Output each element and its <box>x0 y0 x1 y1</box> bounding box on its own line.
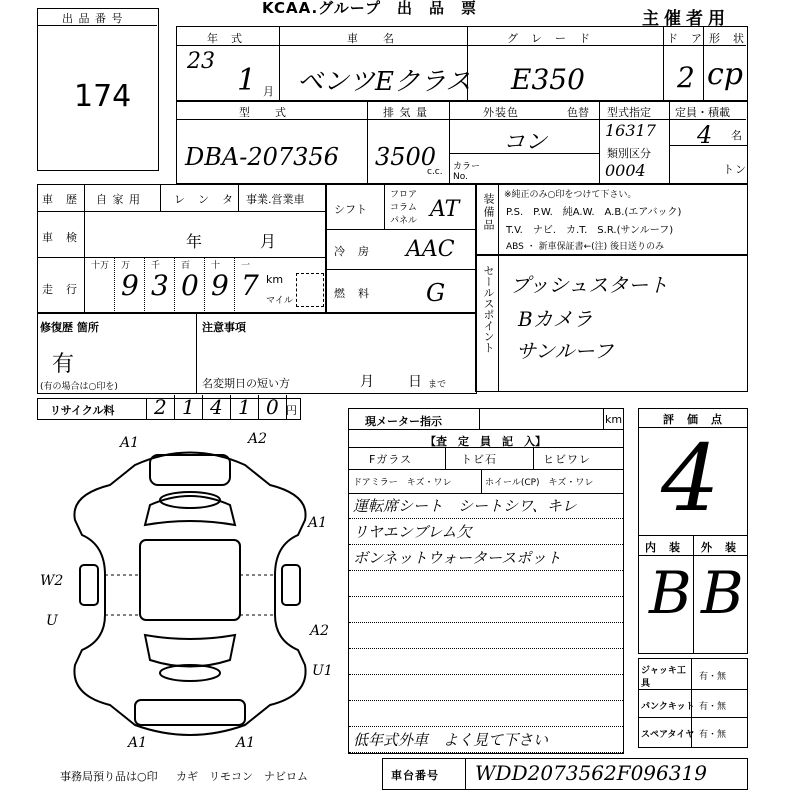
mile-checkbox[interactable] <box>296 273 324 307</box>
inspector-label: 【査 定 員 記 入】 <box>425 435 546 448</box>
history-commercial: 事業.営業車 <box>246 193 305 206</box>
inspector-note-text: 運転席シート シートシワ、キレ <box>353 497 577 515</box>
doors-label: ド ア <box>667 32 703 45</box>
repair-block <box>37 312 477 394</box>
shift-floor: フロア <box>390 190 418 200</box>
color-number-label: カラー No. <box>453 162 481 182</box>
fuel-value: G <box>426 279 446 307</box>
sales-point-label: セールスポイント <box>482 265 495 353</box>
body-type-value: cp <box>707 57 744 92</box>
recycle-fee-block <box>37 395 301 420</box>
inspector-note-line <box>349 519 623 545</box>
damage-mark-a2-rear-right: A2 <box>310 623 330 639</box>
inspection-year-unit: 年 <box>186 232 203 251</box>
mileage-digit: 9 <box>121 269 139 302</box>
damage-mark-a1-rear-left: A1 <box>128 735 148 751</box>
name-label: 車 名 <box>347 32 395 45</box>
office-items: カギ リモコン ナビロム <box>176 770 308 783</box>
inspector-notes <box>349 493 623 753</box>
inspector-block <box>348 408 624 754</box>
puncture-kit-label: パンクキット <box>641 702 695 712</box>
mileage-digit: 7 <box>241 269 259 302</box>
damage-mark-w2-left: W2 <box>40 573 64 589</box>
windshield-chip: トビ石 <box>461 453 497 466</box>
mileage-digit-place: 万 <box>121 261 131 271</box>
mileage-digit-place: 十 <box>211 261 221 271</box>
grade-score: 4 <box>661 425 720 532</box>
repaint-label: 色替 <box>567 106 589 119</box>
inspector-note-line <box>349 623 623 649</box>
history-rental: レ ン タ <box>174 193 234 206</box>
door-mirror-label: ドアミラー キズ・ワレ <box>353 478 452 488</box>
mileage-digits <box>84 257 264 313</box>
type-spec-value: 16317 <box>605 121 656 140</box>
recycle-fee-unit: 円 <box>286 404 297 417</box>
month-value: 1 <box>237 63 257 98</box>
name-change-month: 月 <box>360 374 374 390</box>
history-private: 自 家 用 <box>96 193 141 206</box>
drive-block <box>325 184 477 314</box>
damage-mark-a1-right: A1 <box>308 515 328 531</box>
sales-point-3: サンルーフ <box>516 339 614 363</box>
recycle-fee-digit: 1 <box>238 395 259 419</box>
office-items-label: 事務局預り品は○印 <box>60 770 158 783</box>
equipment-note: ※純正のみ○印をつけて下さい。 <box>504 190 637 200</box>
lot-number: 174 <box>74 79 132 114</box>
history-block <box>37 184 327 314</box>
recycle-fee-digits <box>146 395 286 419</box>
damage-mark-a1-front-left: A1 <box>120 435 140 451</box>
grade-value: E350 <box>511 63 585 96</box>
jack-value: 有・無 <box>699 672 727 682</box>
meter-unit: km <box>605 413 623 426</box>
equipment-line-3: ABS ・ 新車保証書←(注) 後日送りのみ <box>506 242 665 252</box>
inspector-note-line <box>349 597 623 623</box>
equipment-block <box>475 184 748 256</box>
sales-point-block <box>475 254 748 392</box>
sales-point-2: Bカメラ <box>518 307 593 331</box>
model-value: DBA-207356 <box>185 143 339 171</box>
chassis-number-label: 車台番号 <box>391 769 439 782</box>
chassis-number: WDD2073562F096319 <box>475 761 707 785</box>
puncture-kit-value: 有・無 <box>699 702 727 712</box>
mileage-digit-cell <box>174 257 204 313</box>
doors-value: 2 <box>677 61 695 94</box>
shift-column: コラム <box>390 203 417 213</box>
km-unit: km <box>266 273 284 286</box>
mileage-digit-place: 千 <box>151 261 161 271</box>
windshield-crack: ヒビワレ <box>543 453 591 466</box>
inspector-note-line <box>349 571 623 597</box>
capacity-value: 4 <box>697 121 713 149</box>
year-value: 23 <box>187 49 215 74</box>
mileage-digit: 9 <box>211 269 229 302</box>
recycle-fee-digit: 4 <box>210 395 231 419</box>
mileage-digit-place: 十万 <box>91 261 110 271</box>
recycle-fee-label: リサイクル料 <box>50 404 115 417</box>
exterior-label: 外 装 <box>701 541 737 554</box>
jack-label: ジャッキ工具 <box>641 666 686 689</box>
windshield-label: Fガラス <box>369 453 412 466</box>
history-label: 車 歴 <box>42 193 78 206</box>
name-change-day: 日 <box>408 374 422 390</box>
repair-note: (有の場合は○印を) <box>40 382 118 392</box>
recycle-fee-digit: 1 <box>182 395 203 419</box>
spare-tire-label: スペアタイヤ <box>641 730 695 740</box>
chassis-number-block <box>382 758 748 790</box>
recycle-fee-digit: 0 <box>266 395 287 419</box>
mileage-digit-cell <box>204 257 234 313</box>
month-unit: 月 <box>263 85 275 98</box>
capacity-label: 定員・積載 <box>675 106 730 119</box>
sales-point-1: プッシュスタート <box>510 273 669 297</box>
shift-value: AT <box>430 197 460 222</box>
class-value: 0004 <box>605 161 646 180</box>
car-name: ベンツEクラス <box>297 67 472 97</box>
spare-tire-value: 有・無 <box>699 730 727 740</box>
repair-value: 有 <box>52 352 75 377</box>
body-label: 形 状 <box>709 32 745 45</box>
load-unit: トン <box>723 163 747 176</box>
grade-block <box>638 408 748 654</box>
mileage-digit: 3 <box>151 269 169 302</box>
meter-label: 現メーター指示 <box>365 415 442 428</box>
mileage-digit-place: 一 <box>241 261 251 271</box>
exterior-color-label: 外装色 <box>483 106 519 119</box>
car-damage-diagram <box>40 425 340 765</box>
wheel-label: ホイール(CP) キズ・ワレ <box>485 478 594 488</box>
displacement-value: 3500 <box>375 143 437 171</box>
mileage-label: 走 行 <box>42 283 78 296</box>
inspector-note-line <box>349 545 623 571</box>
inspector-note-text: 低年式外車 よく見て下さい <box>353 731 549 749</box>
ac-value: AAC <box>406 237 455 262</box>
notes-label: 注意事項 <box>202 321 246 334</box>
inspection-label: 車 検 <box>42 231 78 244</box>
vehicle-row-2 <box>176 100 748 184</box>
type-spec-label: 型式指定 <box>607 106 651 119</box>
mileage-digit-place: 百 <box>181 261 191 271</box>
equipment-label: 装備品 <box>482 193 495 232</box>
model-label: 型 式 <box>239 106 287 119</box>
interior-grade: B <box>649 559 692 627</box>
inspector-note-line <box>349 727 623 753</box>
damage-mark-u-left: U <box>46 613 58 629</box>
form-title: KCAA.グループ 出 品 票 <box>262 0 477 17</box>
tools-block <box>638 658 748 748</box>
grade-label: グ レ ー ド <box>507 32 591 45</box>
shift-label: シフト <box>334 203 367 216</box>
vehicle-row-1 <box>176 26 748 102</box>
name-change-until: まで <box>428 380 447 390</box>
capacity-unit: 名 <box>731 129 743 142</box>
year-label: 年 式 <box>207 32 243 45</box>
inspector-note-line <box>349 493 623 519</box>
inspector-note-line <box>349 701 623 727</box>
interior-label: 内 装 <box>645 541 681 554</box>
class-label: 類別区分 <box>607 147 651 160</box>
damage-mark-a2-front-right: A2 <box>248 431 268 447</box>
mileage-digit: 0 <box>181 269 199 302</box>
mileage-digit-cell <box>234 257 264 313</box>
equipment-line-2: T.V. ナビ. カ.T. S.R.(サンルーフ) <box>506 225 674 236</box>
ac-label: 冷 房 <box>334 245 370 258</box>
damage-mark-a1-rear-right: A1 <box>236 735 256 751</box>
inspector-note-text: リヤエンブレム欠 <box>353 523 472 541</box>
mileage-digit-cell <box>144 257 174 313</box>
lot-number-box <box>37 8 159 171</box>
recycle-fee-digit: 2 <box>154 395 175 419</box>
inspection-month-unit: 月 <box>260 232 277 251</box>
displacement-unit: c.c. <box>427 167 443 177</box>
exterior-color-value: コン <box>503 130 548 155</box>
mile-unit: マイル <box>266 296 293 306</box>
displacement-label: 排 気 量 <box>383 106 428 119</box>
mileage-digit-cell <box>84 257 114 313</box>
mileage-digit-cell <box>114 257 144 313</box>
inspector-note-line <box>349 675 623 701</box>
organizer-label: 主催者用 <box>642 9 730 29</box>
grade-score-label: 評 価 点 <box>663 413 723 426</box>
lot-number-label: 出 品 番 号 <box>62 12 124 25</box>
damage-mark-u1-rear-right: U1 <box>312 663 333 679</box>
inspector-note-line <box>349 649 623 675</box>
name-change-label: 名変期日の短い方 <box>202 377 290 390</box>
fuel-label: 燃 料 <box>334 287 370 300</box>
shift-panel: パネル <box>390 216 418 226</box>
exterior-grade: B <box>701 559 744 627</box>
repair-label: 修復歴 箇所 <box>40 321 99 334</box>
inspector-note-text: ボンネットウォータースポット <box>353 549 562 567</box>
equipment-line-1: P.S. P.W. 純A.W. A.B.(エアバック) <box>506 207 682 218</box>
